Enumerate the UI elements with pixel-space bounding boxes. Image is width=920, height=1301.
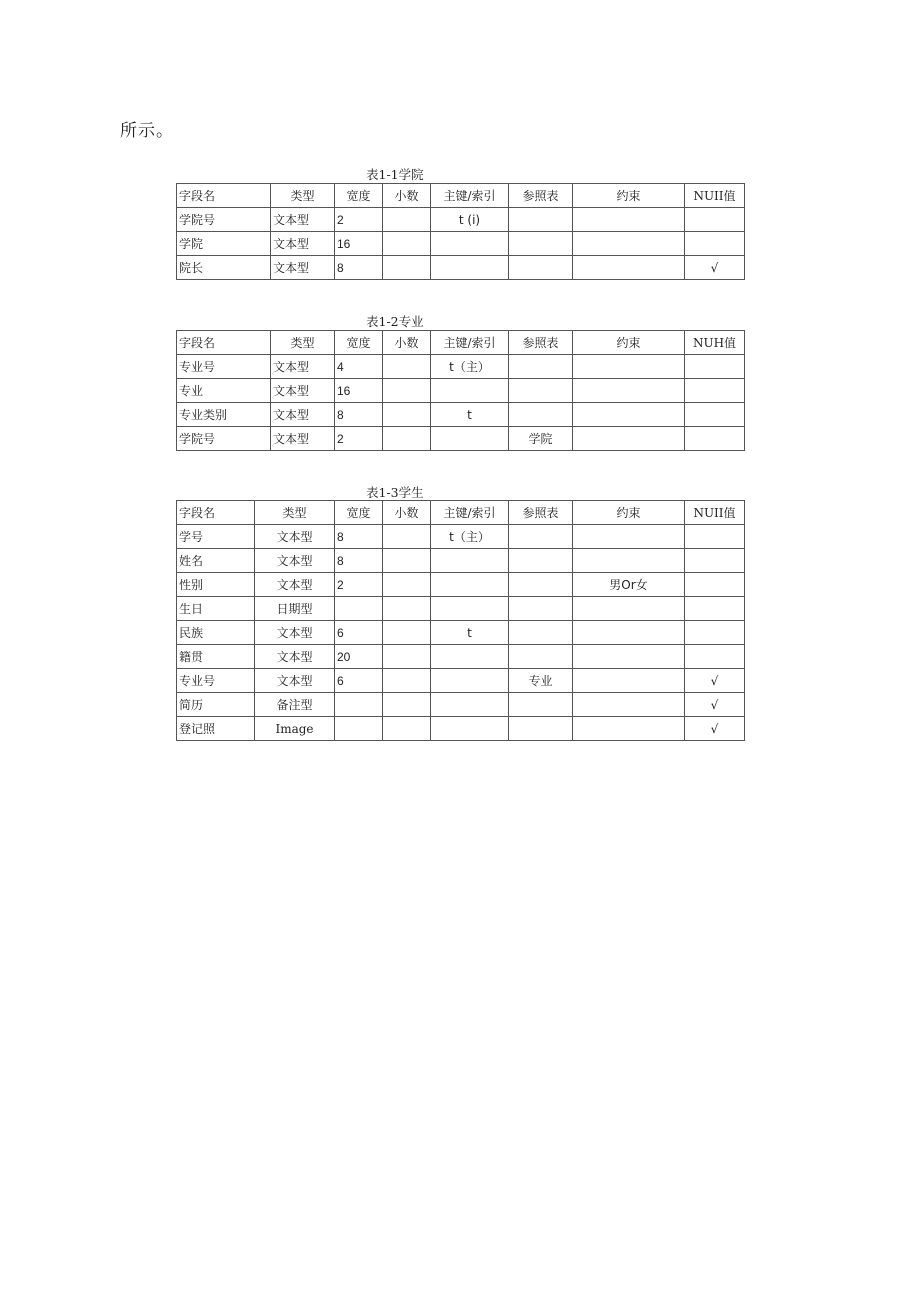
cell-type: 文本型 [271, 427, 335, 451]
cell-ref-table [509, 355, 573, 379]
cell-null-value: √ [685, 669, 745, 693]
table-header-row [177, 331, 745, 355]
cell-key-index [431, 549, 509, 573]
table-caption: 表1-3学生 [366, 485, 424, 500]
cell-type: 文本型 [255, 525, 335, 549]
header-constraint: 约束 [573, 331, 685, 355]
cell-field-name: 专业号 [177, 669, 255, 693]
cell-field-name: 专业号 [177, 355, 271, 379]
cell-field-name: 登记照 [177, 717, 255, 741]
cell-key-index: t（主） [431, 355, 509, 379]
table-row [177, 403, 745, 427]
cell-key-index [431, 693, 509, 717]
cell-decimals [383, 645, 431, 669]
cell-field-name: 学院号 [177, 208, 271, 232]
cell-decimals [383, 427, 431, 451]
cell-width: 8 [335, 549, 383, 573]
cell-field-name: 学院 [177, 232, 271, 256]
cell-constraint [573, 427, 685, 451]
header-decimals: 小数 [383, 501, 431, 525]
cell-key-index [431, 256, 509, 280]
cell-constraint [573, 232, 685, 256]
cell-width: 6 [335, 621, 383, 645]
cell-field-name: 姓名 [177, 549, 255, 573]
cell-field-name: 学院号 [177, 427, 271, 451]
cell-decimals [383, 208, 431, 232]
cell-decimals [383, 379, 431, 403]
cell-key-index [431, 232, 509, 256]
cell-constraint [573, 621, 685, 645]
table-row [177, 232, 745, 256]
header-width: 宽度 [335, 184, 383, 208]
cell-key-index: t [431, 403, 509, 427]
cell-decimals [383, 355, 431, 379]
cell-constraint [573, 355, 685, 379]
cell-key-index: t (i) [431, 208, 509, 232]
cell-ref-table [509, 403, 573, 427]
cell-null-value [685, 403, 745, 427]
cell-field-name: 专业类别 [177, 403, 271, 427]
cell-decimals [383, 717, 431, 741]
table-row [177, 717, 745, 741]
cell-type: 备注型 [255, 693, 335, 717]
cell-type: 文本型 [271, 208, 335, 232]
cell-width: 4 [335, 355, 383, 379]
cell-key-index [431, 379, 509, 403]
cell-type: 文本型 [271, 232, 335, 256]
cell-decimals [383, 621, 431, 645]
cell-field-name: 民族 [177, 621, 255, 645]
table-header-row [177, 184, 745, 208]
cell-null-value [685, 232, 745, 256]
cell-null-value [685, 645, 745, 669]
cell-decimals [383, 573, 431, 597]
table-row [177, 427, 745, 451]
cell-key-index [431, 573, 509, 597]
header-key-index: 主键/索引 [431, 184, 509, 208]
cell-width [335, 717, 383, 741]
cell-width [335, 693, 383, 717]
cell-null-value: √ [685, 693, 745, 717]
cell-constraint [573, 549, 685, 573]
intro-text: 所示。 [120, 121, 174, 141]
table-row [177, 208, 745, 232]
header-field-name: 字段名 [177, 501, 255, 525]
header-type: 类型 [255, 501, 335, 525]
cell-type: 文本型 [255, 549, 335, 573]
cell-ref-table: 专业 [509, 669, 573, 693]
field-table-1 [176, 183, 745, 280]
cell-constraint [573, 597, 685, 621]
table-row [177, 256, 745, 280]
cell-field-name: 专业 [177, 379, 271, 403]
header-key-index: 主键/索引 [431, 501, 509, 525]
header-ref-table: 参照表 [509, 331, 573, 355]
cell-type: 文本型 [255, 573, 335, 597]
table-row [177, 669, 745, 693]
header-field-name: 字段名 [177, 184, 271, 208]
header-decimals: 小数 [383, 184, 431, 208]
cell-type: 文本型 [255, 621, 335, 645]
cell-decimals [383, 403, 431, 427]
cell-width [335, 597, 383, 621]
cell-null-value: √ [685, 256, 745, 280]
header-field-name: 字段名 [177, 331, 271, 355]
field-table-3 [176, 500, 745, 741]
cell-null-value [685, 525, 745, 549]
cell-decimals [383, 693, 431, 717]
cell-ref-table [509, 256, 573, 280]
cell-null-value [685, 573, 745, 597]
table-row [177, 573, 745, 597]
cell-type: 文本型 [271, 379, 335, 403]
cell-ref-table: 学院 [509, 427, 573, 451]
cell-decimals [383, 597, 431, 621]
header-constraint: 约束 [573, 501, 685, 525]
table-row [177, 549, 745, 573]
cell-constraint: 男Or女 [573, 573, 685, 597]
cell-width: 6 [335, 669, 383, 693]
cell-key-index: t（主） [431, 525, 509, 549]
field-table-2 [176, 330, 745, 451]
table-row [177, 525, 745, 549]
cell-decimals [383, 669, 431, 693]
cell-decimals [383, 549, 431, 573]
cell-key-index: t [431, 621, 509, 645]
header-null-value: NUII值 [685, 501, 745, 525]
cell-decimals [383, 525, 431, 549]
cell-type: 文本型 [271, 403, 335, 427]
cell-null-value [685, 208, 745, 232]
cell-ref-table [509, 573, 573, 597]
table-row [177, 645, 745, 669]
cell-field-name: 籍贯 [177, 645, 255, 669]
cell-type: 文本型 [271, 355, 335, 379]
table-row [177, 693, 745, 717]
header-decimals: 小数 [383, 331, 431, 355]
cell-constraint [573, 403, 685, 427]
table-header-row [177, 501, 745, 525]
cell-decimals [383, 232, 431, 256]
cell-ref-table [509, 232, 573, 256]
cell-field-name: 性别 [177, 573, 255, 597]
cell-width: 8 [335, 256, 383, 280]
header-key-index: 主键/索引 [431, 331, 509, 355]
table-row [177, 379, 745, 403]
cell-field-name: 生日 [177, 597, 255, 621]
cell-field-name: 院长 [177, 256, 271, 280]
table-caption: 表1-2专业 [366, 314, 424, 329]
header-constraint: 约束 [573, 184, 685, 208]
cell-field-name: 学号 [177, 525, 255, 549]
cell-key-index [431, 669, 509, 693]
cell-constraint [573, 693, 685, 717]
cell-key-index [431, 597, 509, 621]
cell-ref-table [509, 645, 573, 669]
cell-key-index [431, 717, 509, 741]
cell-null-value [685, 549, 745, 573]
header-null-value: NUH值 [685, 331, 745, 355]
cell-null-value [685, 621, 745, 645]
cell-constraint [573, 256, 685, 280]
cell-width: 8 [335, 525, 383, 549]
cell-null-value: √ [685, 717, 745, 741]
cell-type: Image [255, 717, 335, 741]
header-type: 类型 [271, 184, 335, 208]
cell-width: 16 [335, 232, 383, 256]
header-width: 宽度 [335, 501, 383, 525]
cell-ref-table [509, 525, 573, 549]
table-row [177, 355, 745, 379]
cell-constraint [573, 379, 685, 403]
cell-width: 2 [335, 427, 383, 451]
cell-type: 文本型 [255, 645, 335, 669]
cell-ref-table [509, 597, 573, 621]
cell-null-value [685, 355, 745, 379]
cell-width: 20 [335, 645, 383, 669]
cell-type: 文本型 [255, 669, 335, 693]
header-null-value: NUII值 [685, 184, 745, 208]
cell-ref-table [509, 717, 573, 741]
table-caption: 表1-1学院 [366, 167, 424, 182]
cell-key-index [431, 645, 509, 669]
cell-ref-table [509, 693, 573, 717]
cell-width: 8 [335, 403, 383, 427]
table-row [177, 621, 745, 645]
cell-null-value [685, 427, 745, 451]
table-row [177, 597, 745, 621]
cell-key-index [431, 427, 509, 451]
cell-null-value [685, 379, 745, 403]
cell-width: 16 [335, 379, 383, 403]
cell-constraint [573, 717, 685, 741]
cell-type: 文本型 [271, 256, 335, 280]
cell-constraint [573, 669, 685, 693]
cell-ref-table [509, 621, 573, 645]
header-ref-table: 参照表 [509, 501, 573, 525]
cell-width: 2 [335, 208, 383, 232]
header-type: 类型 [271, 331, 335, 355]
cell-constraint [573, 525, 685, 549]
cell-type: 日期型 [255, 597, 335, 621]
header-ref-table: 参照表 [509, 184, 573, 208]
header-width: 宽度 [335, 331, 383, 355]
cell-ref-table [509, 379, 573, 403]
cell-decimals [383, 256, 431, 280]
cell-ref-table [509, 549, 573, 573]
cell-ref-table [509, 208, 573, 232]
cell-null-value [685, 597, 745, 621]
cell-width: 2 [335, 573, 383, 597]
cell-constraint [573, 645, 685, 669]
cell-field-name: 简历 [177, 693, 255, 717]
cell-constraint [573, 208, 685, 232]
